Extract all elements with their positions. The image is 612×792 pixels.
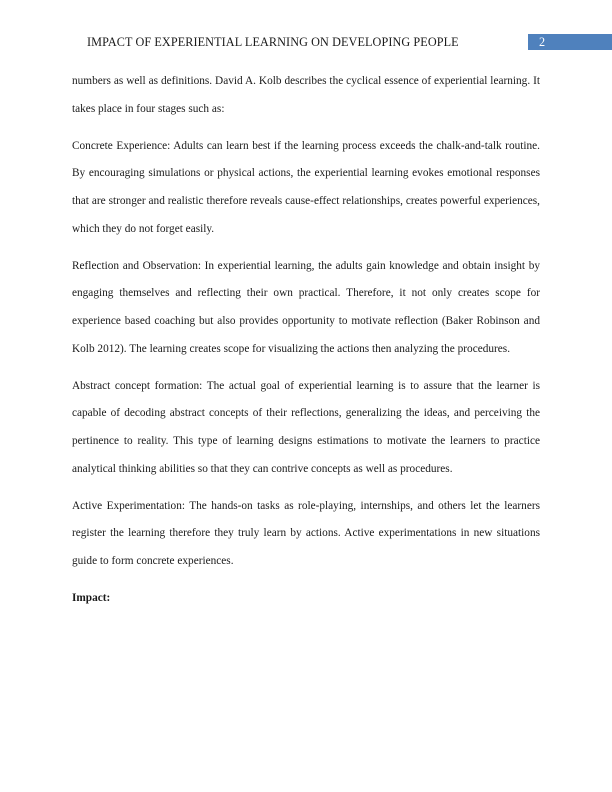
running-head-title: IMPACT OF EXPERIENTIAL LEARNING ON DEVELOPING PEOPLE bbox=[87, 35, 459, 49]
document-body bbox=[72, 68, 540, 613]
page-number: 2 bbox=[539, 35, 546, 49]
paragraph-kolb-intro: numbers as well as definitions. David A. Kolb describes the cyclical essence of experiential learning. It takes place in four stages such as: bbox=[72, 75, 540, 115]
paragraph-reflection-observation: Reflection and Observation: In experiential learning, the adults gain knowledge and obtain insight by engaging themselves and reflecting their own practical. Therefore, it not only creates scope for experience based coaching but also provides opportunity to motivate reflection (Baker Robinson and Kolb 2012). The learning creates scope for visualizing the actions then analyzing the procedures. bbox=[72, 259, 540, 355]
page-header bbox=[0, 34, 612, 52]
paragraph-abstract-concept: Abstract concept formation: The actual goal of experiential learning is to assure that the learner is capable of decoding abstract concepts of their reflections, generalizing the ideas, and perceiving the pertinence to reality. This type of learning designs estimations to motivate the learners to practice analytical thinking abilities so that they can contrive concepts as well as procedures. bbox=[72, 379, 540, 475]
page-number-bar bbox=[528, 34, 612, 50]
paragraph-active-experimentation: Active Experimentation: The hands-on tasks as role-playing, internships, and others let the learners register the learning therefore they truly learn by actions. Active experimentations in new situations guide to form concrete experiences. bbox=[72, 499, 540, 567]
paragraph-concrete-experience: Concrete Experience: Adults can learn best if the learning process exceeds the chalk-and-talk routine. By encouraging simulations or physical actions, the experiential learning evokes emotional responses that are stronger and realistic therefore reveals cause-effect relationships, creates powerful experiences, which they do not forget easily. bbox=[72, 139, 540, 235]
section-heading-impact: Impact: bbox=[72, 591, 111, 604]
